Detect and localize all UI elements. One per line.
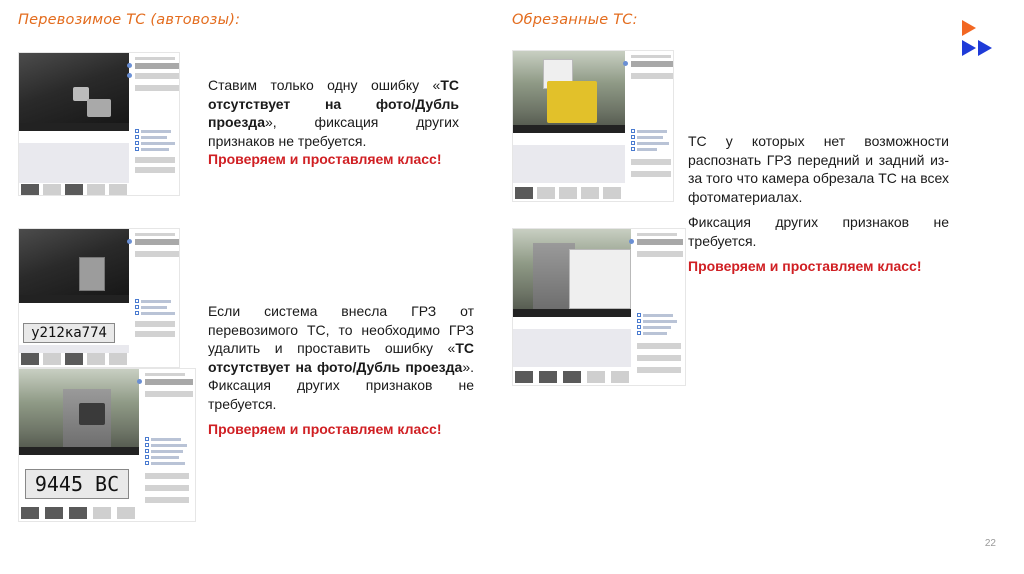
heading-transported-vehicle: Перевозимое ТС (автовозы): <box>18 12 241 28</box>
heading-cropped-vehicle: Обрезанные ТС: <box>512 12 638 28</box>
text-carrier-rule-1: Ставим только одну ошибку «ТС отсутствует на фото/Дубль проезда», фиксация других признаков не требуется. Проверяем и проставляем класс! <box>208 77 459 167</box>
screenshot-carrier-night-2 <box>18 228 180 368</box>
page-number: 22 <box>984 538 996 549</box>
license-plate-2: 9445 BC <box>25 469 129 499</box>
license-plate-1: у212ка774 <box>23 323 115 343</box>
screenshot-cropped-2 <box>512 228 686 386</box>
check-class-note: Проверяем и проставляем класс! <box>208 421 442 437</box>
screenshot-carrier-night-1 <box>18 52 180 196</box>
screenshot-carrier-day <box>18 368 196 522</box>
camera-photo <box>19 229 129 301</box>
check-class-note: Проверяем и проставляем класс! <box>688 258 922 274</box>
brand-logo-icon <box>958 16 1004 62</box>
text-carrier-rule-2: Если система внесла ГРЗ от перевозимого ТС, то необходимо ГРЗ удалить и проставить ошибку «ТС отсутствует на фото/Дубль проезда». Фиксация других признаков не требуется. Проверяем и проставляем класс! <box>208 303 474 437</box>
check-class-note: Проверяем и проставляем класс! <box>208 151 442 167</box>
text-cropped-rule: ТС у которых нет возможности распознать ГРЗ передний и задний из-за того что камера обрезала ТС на всех фотоматериалах. Фиксация других признаков не требуется. Проверяем и проставляем класс! <box>688 133 949 274</box>
screenshot-cropped-1 <box>512 50 674 202</box>
